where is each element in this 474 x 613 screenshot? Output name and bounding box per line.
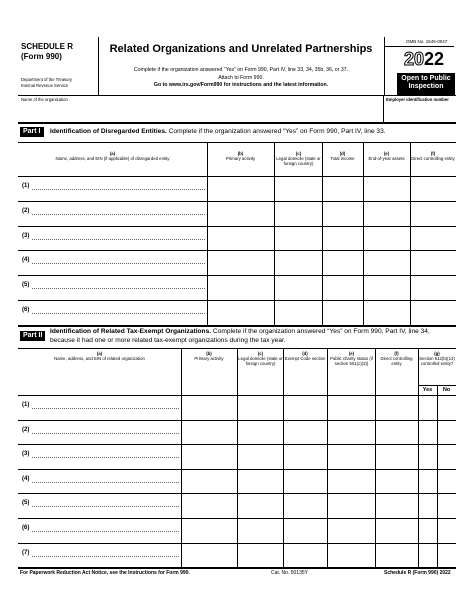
- p2-no-header: No: [442, 387, 451, 393]
- p1-row-number: (2): [22, 208, 30, 214]
- p2-row-number: (4): [22, 476, 30, 482]
- part1-label: Part I: [20, 127, 44, 137]
- form-title: Related Organizations and Unrelated Partnerships: [109, 43, 373, 55]
- public-inspection-badge: [397, 73, 455, 95]
- ein-label: Employer identification number: [386, 97, 449, 102]
- p1-row-number: (5): [22, 282, 30, 288]
- p2-col-e: (e) Public charity status (if section 501(c)(3)): [330, 351, 373, 366]
- p2-col-a: (a) Name, address, and EIN of related organization: [54, 351, 145, 361]
- p1-col-a: (a) Name, address, and EIN (if applicable) of disregarded entity: [55, 151, 170, 161]
- instructions: [98, 67, 384, 90]
- part2-title-rest: Complete if the organization answered “Yes” on Form 990, Part IV, line 34, because it had one or more related tax-exempt organizations during the tax year.: [50, 328, 430, 344]
- p2-row-number: (1): [22, 402, 30, 408]
- p1-col-e: (e) End-of-year assets: [368, 151, 405, 161]
- org-name-field[interactable]: [21, 104, 379, 120]
- p2-col-b: (b) Primary activity: [194, 351, 224, 361]
- year-prefix: 20: [404, 49, 425, 69]
- footer-cat-no: Cat. No. 50135Y: [271, 570, 308, 576]
- form-number: (Form 990): [21, 52, 62, 61]
- part1-title: [50, 127, 450, 136]
- p2-col-d: (d) Exempt Code section: [284, 351, 326, 361]
- p2-col-c: (c) Legal domicile (state or foreign country): [238, 351, 283, 366]
- instruction-line-1: Complete if the organization answered “Yes” on Form 990, Part IV, line 33, 34, 35b, 36, or 37.: [133, 67, 349, 73]
- p1-row-number: (3): [22, 233, 30, 239]
- omb-number: OMB No. 1545-0047: [406, 39, 448, 44]
- irs-name: Internal Revenue Service: [21, 83, 69, 88]
- p2-row-number: (3): [22, 451, 30, 457]
- p2-row-entry[interactable]: [32, 471, 179, 492]
- p2-yes-header: Yes: [422, 387, 433, 393]
- p2-row-entry[interactable]: [32, 446, 179, 467]
- part2-title-bold: Identification of Related Tax-Exempt Organizations.: [50, 328, 212, 335]
- org-name-label: Name of the organization: [21, 97, 68, 102]
- p2-row-entry[interactable]: [32, 495, 179, 516]
- p2-col-f: (f) Direct controlling entity: [380, 351, 413, 366]
- p2-row-number: (2): [22, 427, 30, 433]
- dept-treasury: Department of the Treasury: [21, 77, 72, 82]
- p1-row-entry[interactable]: [32, 228, 205, 249]
- p1-col-f: (f) Direct controlling entity: [411, 151, 455, 161]
- p2-row-number: (7): [22, 550, 30, 556]
- p1-col-c: (c) Legal domicile (state or foreign country): [276, 151, 321, 166]
- tax-year: [404, 49, 444, 70]
- p1-row-number: (1): [22, 183, 30, 189]
- p1-row-entry[interactable]: [32, 203, 205, 224]
- inspection-line-1: Open to Public: [401, 75, 451, 82]
- p2-row-entry[interactable]: [32, 397, 179, 418]
- p1-col-d: (d) Total income: [330, 151, 355, 161]
- p2-col-g: (g) Section 512(b)(13) controlled entity?: [419, 351, 455, 366]
- p2-row-entry[interactable]: [32, 545, 179, 566]
- p1-row-entry[interactable]: [32, 178, 205, 199]
- p1-row-number: (4): [22, 257, 30, 263]
- p2-row-entry[interactable]: [32, 422, 179, 443]
- ein-field[interactable]: [387, 104, 454, 120]
- p2-row-number: (5): [22, 500, 30, 506]
- part1-title-bold: Identification of Disregarded Entities.: [50, 128, 167, 135]
- inspection-line-2: Inspection: [408, 83, 444, 90]
- footer-schedule: Schedule R (Form 990) 2022: [384, 570, 451, 576]
- p2-row-number: (6): [22, 525, 30, 531]
- instruction-line-2: Attach to Form 990.: [218, 74, 264, 81]
- p1-row-entry[interactable]: [32, 302, 205, 323]
- instruction-line-3: Go to www.irs.gov/Form990 for instructions and the latest information.: [153, 82, 329, 89]
- p1-row-entry[interactable]: [32, 252, 205, 273]
- p1-row-number: (6): [22, 307, 30, 313]
- year-suffix: 22: [424, 49, 445, 69]
- p1-col-b: (b) Primary activity: [225, 151, 256, 161]
- schedule-name: SCHEDULE R: [21, 42, 74, 51]
- p1-row-entry[interactable]: [32, 277, 205, 298]
- p2-row-entry[interactable]: [32, 520, 179, 541]
- part2-title: [50, 327, 456, 345]
- part2-label: Part II: [20, 331, 45, 341]
- footer-paperwork-notice: For Paperwork Reduction Act Notice, see the Instructions for Form 990.: [20, 570, 190, 576]
- part1-title-rest: Complete if the organization answered “Yes” on Form 990, Part IV, line 33.: [166, 128, 386, 135]
